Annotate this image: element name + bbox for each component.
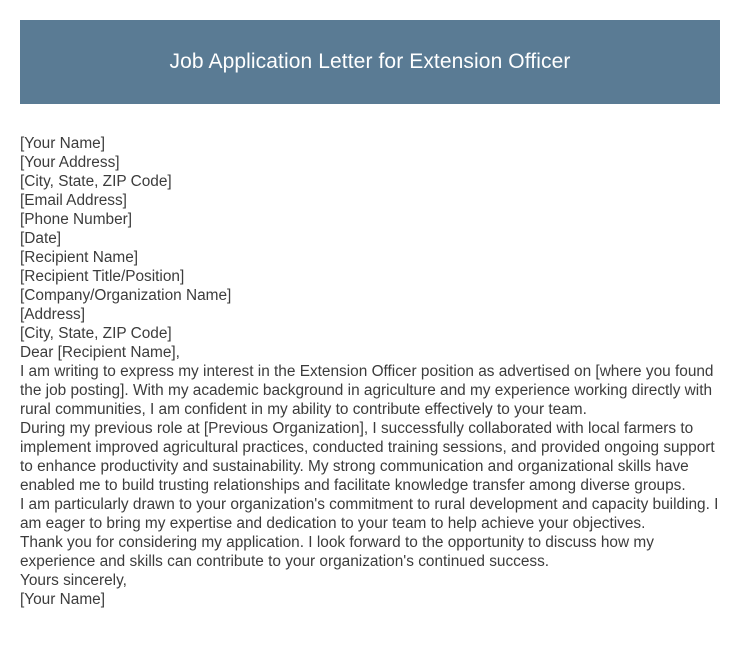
sender-phone: [Phone Number] <box>20 211 133 228</box>
recipient-title: [Recipient Title/Position] <box>20 268 185 285</box>
paragraph-experience: During my previous role at [Previous Organization], I successfully collaborated with local farmers to implement improved agricultural practices, conducted training sessions, and provided ongoing support to enhance productivity and sustainability. My strong communication and organizational skills have enabled me to build trusting relationships and facilitate knowledge transfer among diverse groups. <box>20 420 715 494</box>
sender-email: [Email Address] <box>20 192 127 209</box>
sender-city-state-zip: [City, State, ZIP Code] <box>20 173 172 190</box>
paragraph-intro: I am writing to express my interest in the Extension Officer position as advertised on [where you found the job posting]. With my academic background in agriculture and my experience working directly with rural communities, I am confident in my ability to contribute effectively to your team. <box>20 363 714 418</box>
sender-address: [Your Address] <box>20 154 120 171</box>
salutation: Dear [Recipient Name], <box>20 344 180 361</box>
paragraph-motivation: I am particularly drawn to your organization's commitment to rural development and capacity building. I am eager to bring my expertise and dedication to your team to help achieve your objectives. <box>20 496 719 532</box>
recipient-organization: [Company/Organization Name] <box>20 287 232 304</box>
page-header <box>20 20 720 104</box>
paragraph-thanks: Thank you for considering my application. I look forward to the opportunity to discuss how my experience and skills can contribute to your organization's continued success. <box>20 534 654 570</box>
recipient-address: [Address] <box>20 306 86 323</box>
signature: [Your Name] <box>20 591 105 608</box>
page-title: Job Application Letter for Extension Officer <box>169 50 571 73</box>
sender-name: [Your Name] <box>20 135 105 152</box>
recipient-name: [Recipient Name] <box>20 249 139 266</box>
closing: Yours sincerely, <box>20 572 127 589</box>
recipient-block <box>20 248 722 343</box>
sender-block <box>20 134 722 248</box>
letter-body <box>20 134 722 609</box>
letter-date: [Date] <box>20 230 62 247</box>
recipient-city-state-zip: [City, State, ZIP Code] <box>20 325 172 342</box>
